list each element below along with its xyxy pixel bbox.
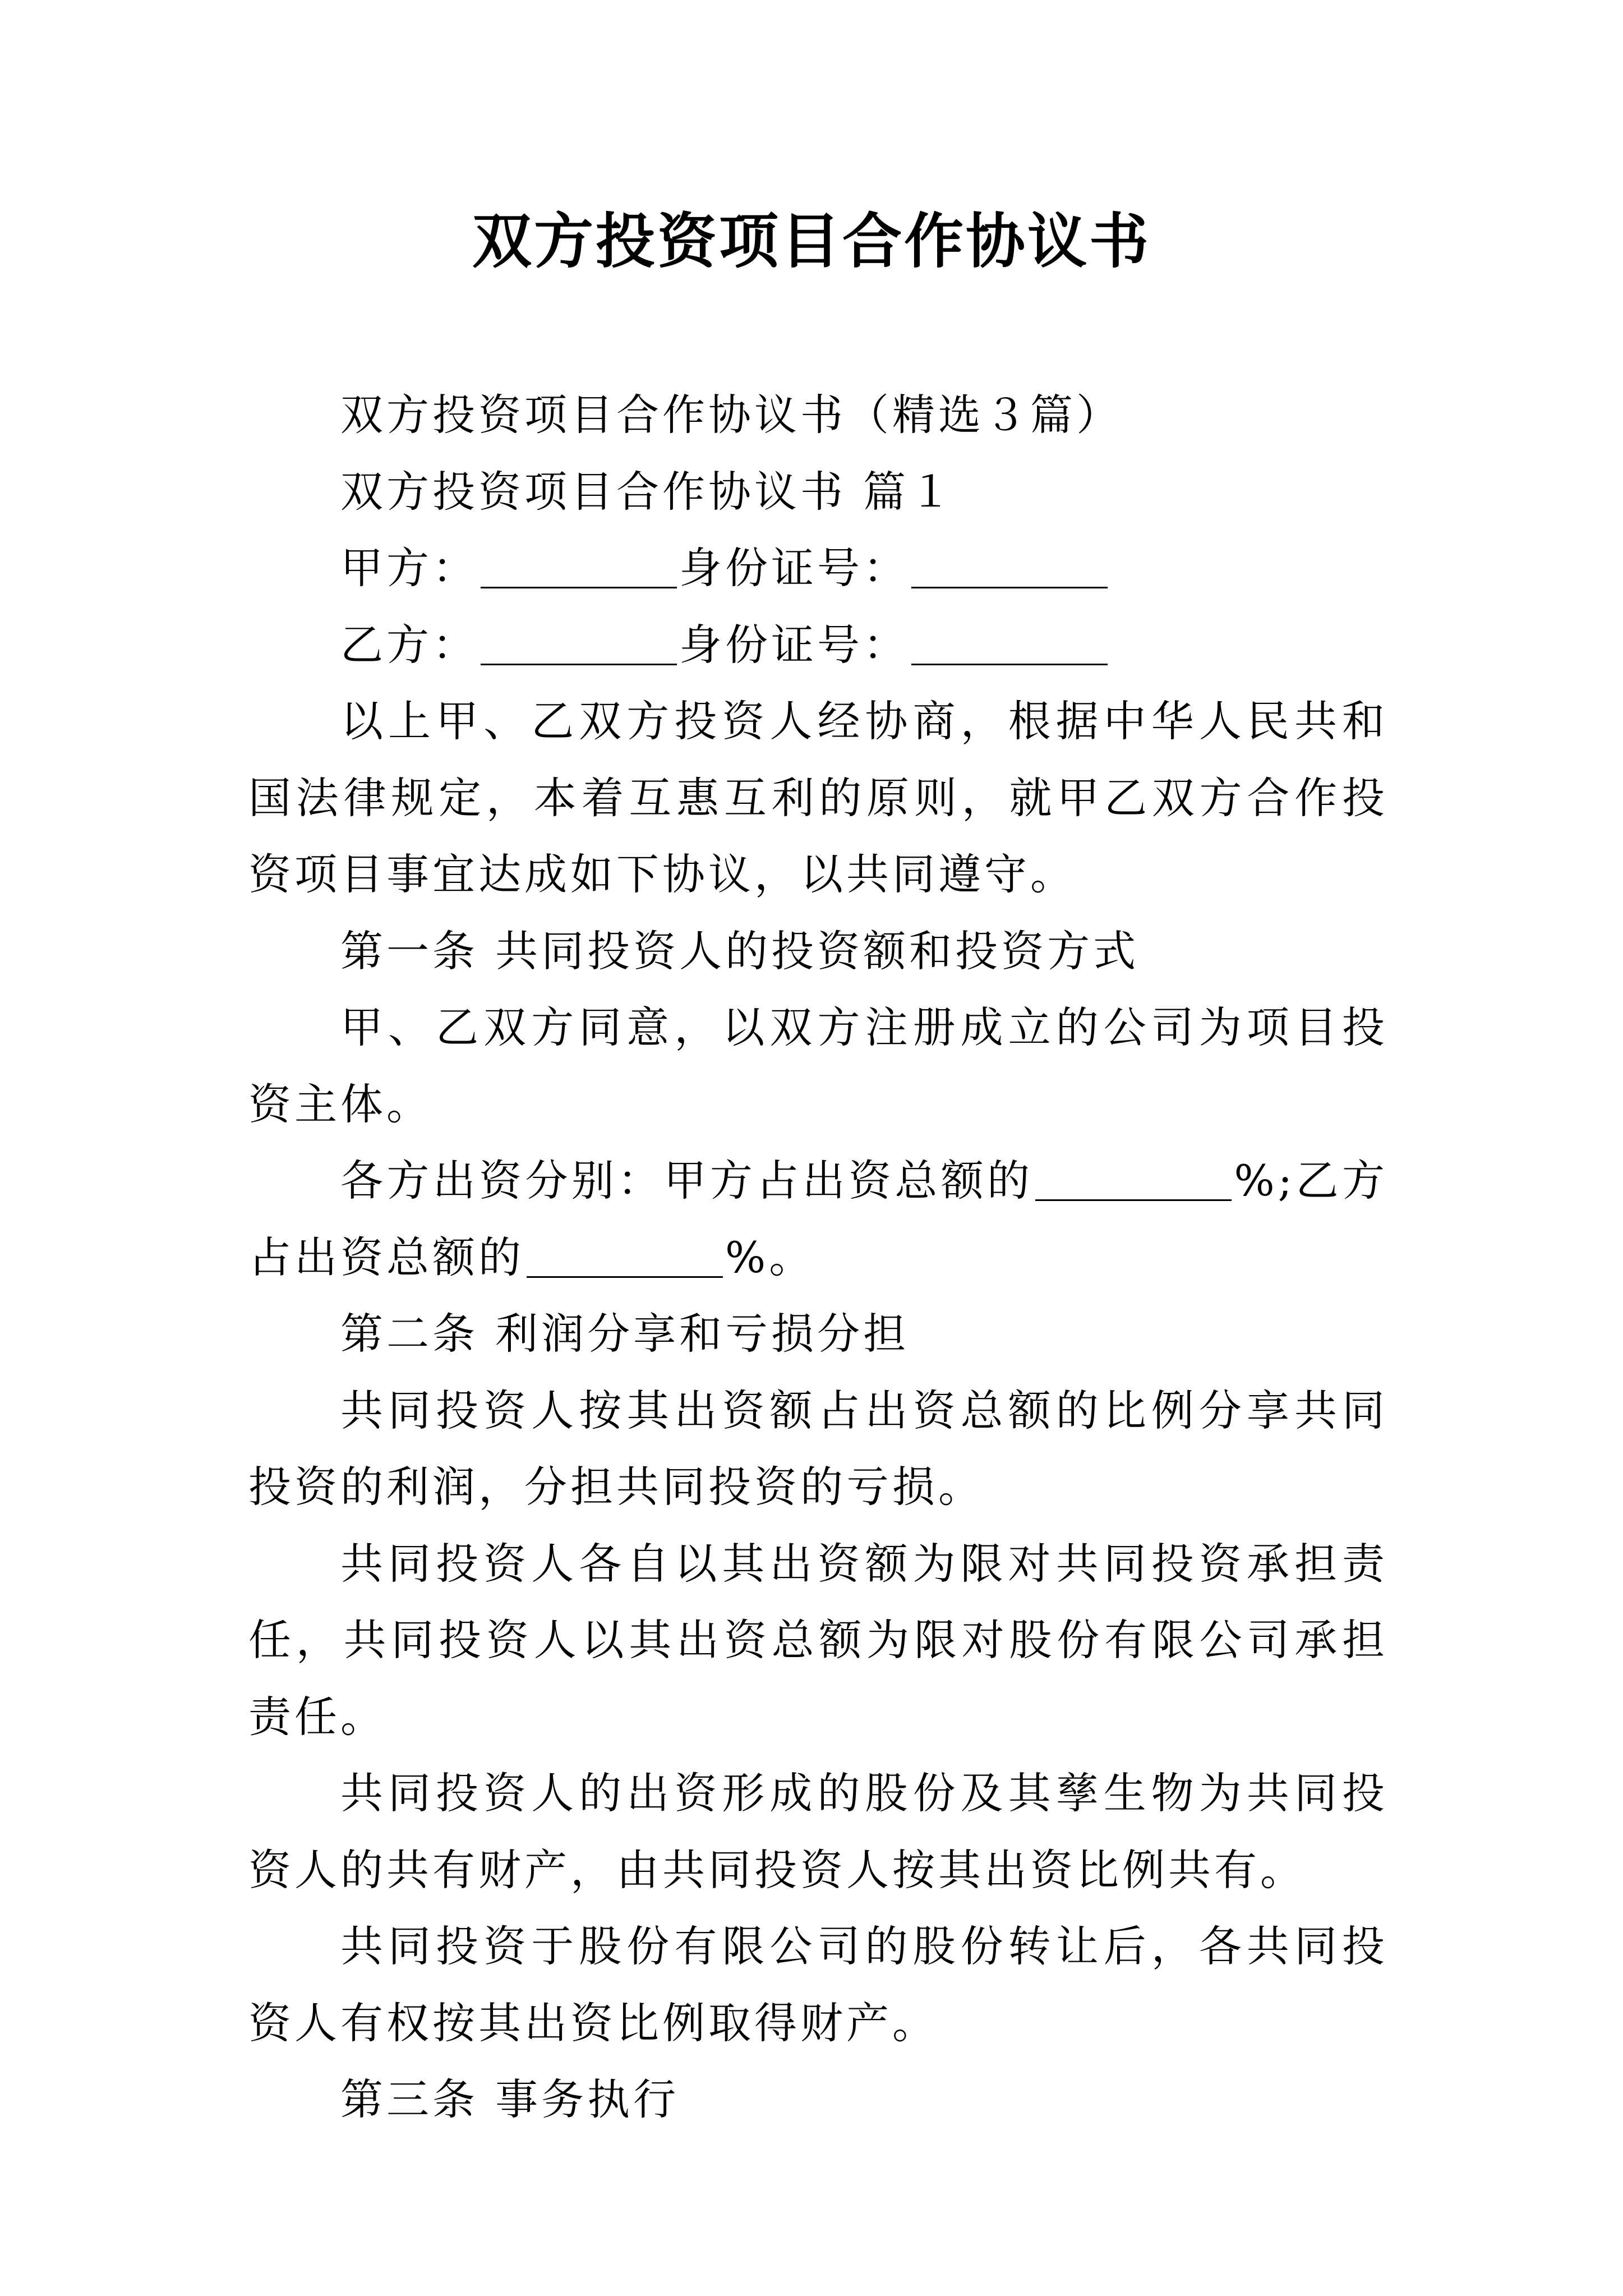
party-a-id-label: 身份证号： [679, 543, 909, 593]
article-3-heading: 第三条 事务执行 [340, 2074, 680, 2124]
contribution-text-2: %;乙方占出资总额的 [248, 1156, 1388, 1282]
party-b-line [248, 607, 1388, 684]
article-1-heading: 第一条 共同投资人的投资额和投资方式 [340, 926, 1140, 976]
party-a-label: 甲方： [340, 543, 478, 593]
party-a-name-blank [481, 542, 677, 588]
document-title: 双方投资项目合作协议书 [472, 206, 1151, 276]
party-a-share-blank [1035, 1154, 1232, 1201]
contribution-text-1: 各方出资分别：甲方占出资总额的 [340, 1156, 1034, 1205]
party-a-id-blank [911, 542, 1108, 588]
article-2-heading: 第二条 利润分享和亏损分担 [340, 1309, 910, 1359]
article-2-paragraph-1: 共同投资人按其出资额占出资总额的比例分享共同投资的利润，分担共同投资的亏损。 [248, 1385, 1388, 1512]
intro-paragraph: 以上甲、乙双方投资人经协商，根据中华人民共和国法律规定，本着互惠互利的原则，就甲乙双方合作投资项目事宜达成如下协议，以共同遵守。 [248, 696, 1388, 899]
article-2-paragraph-4: 共同投资于股份有限公司的股份转让后，各共同投资人有权按其出资比例取得财产。 [248, 1921, 1388, 2048]
section-heading: 双方投资项目合作协议书 篇１ [340, 466, 956, 517]
article-2-paragraph-3: 共同投资人的出资形成的股份及其孳生物为共同投资人的共有财产，由共同投资人按其出资比例共有。 [248, 1768, 1388, 1895]
article-1-paragraph-2 [248, 1143, 1388, 1296]
party-b-label: 乙方： [340, 619, 478, 670]
party-a-line [248, 530, 1388, 607]
party-b-name-blank [481, 619, 677, 665]
document-body [248, 377, 1388, 2138]
party-b-share-blank [527, 1231, 723, 1278]
party-b-id-label: 身份证号： [679, 619, 909, 670]
article-2-paragraph-2: 共同投资人各自以其出资额为限对共同投资承担责任，共同投资人以其出资总额为限对股份有限公司承担责任。 [248, 1538, 1388, 1742]
document-subtitle: 双方投资项目合作协议书（精选３篇） [340, 390, 1122, 440]
party-b-id-blank [911, 619, 1108, 665]
article-1-paragraph-1: 甲、乙双方同意，以双方注册成立的公司为项目投资主体。 [248, 1002, 1388, 1129]
contribution-text-3: %。 [725, 1232, 815, 1282]
